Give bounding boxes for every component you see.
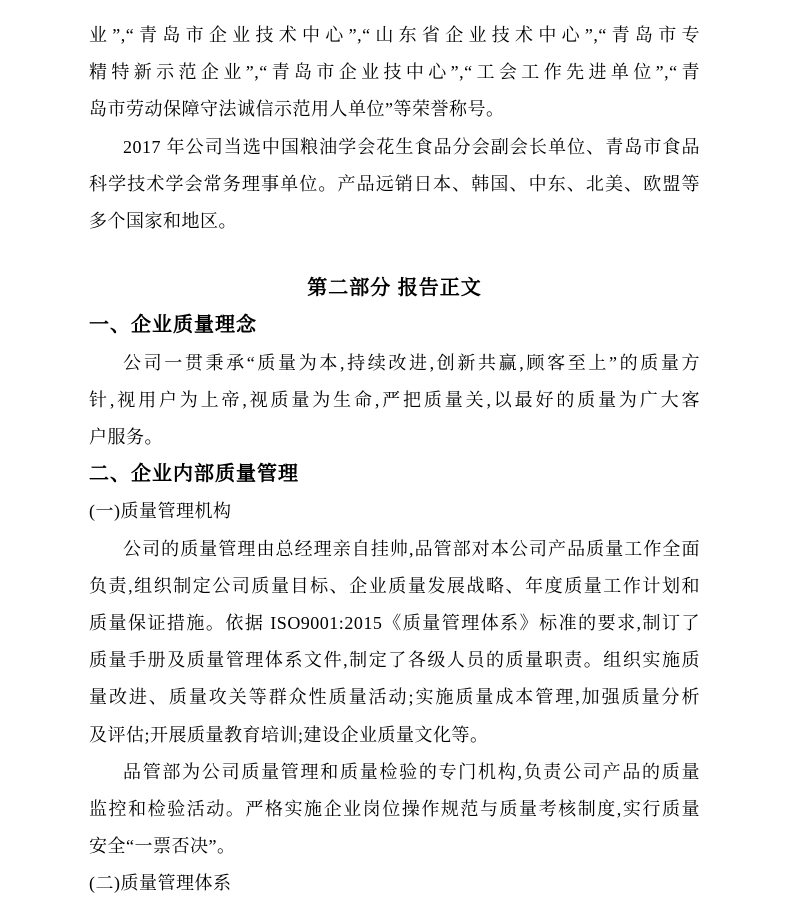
heading-internal-quality: 二、企业内部质量管理 [89, 463, 299, 486]
subheading-quality-system: (二)质量管理体系 [89, 873, 232, 894]
paragraph-line: 公司的质量管理由总经理亲自挂帅,品管部对本公司产品质量工作全面 [123, 538, 700, 559]
paragraph-line: 公司一贯秉承“质量为本,持续改进,创新共赢,顾客至上”的质量方 [123, 352, 700, 373]
paragraph-line: 2017 年公司当选中国粮油学会花生食品分会副会长单位、青岛市食品 [123, 136, 700, 157]
paragraph-line: 业”,“青岛市企业技术中心”,“山东省企业技术中心”,“青岛市专 [89, 25, 700, 45]
paragraph-line: 监控和检验活动。严格实施企业岗位操作规范与质量考核制度,实行质量 [89, 799, 700, 820]
subheading-quality-org: (一)质量管理机构 [89, 501, 232, 522]
paragraph-line: 品管部为公司质量管理和质量检验的专门机构,负责公司产品的质量 [123, 761, 700, 782]
section-title: 第二部分 报告正文 [307, 277, 482, 300]
paragraph-line: 负责,组织制定公司质量目标、企业质量发展战略、年度质量工作计划和 [89, 575, 700, 596]
paragraph-line: 质量保证措施。依据 ISO9001:2015《质量管理体系》标准的要求,制订了 [89, 613, 700, 634]
paragraph-line: 精特新示范企业”,“青岛市企业技中心”,“工会工作先进单位”,“青 [89, 62, 700, 83]
paragraph-line: 针,视用户为上帝,视质量为生命,严把质量关,以最好的质量为广大客 [89, 389, 700, 410]
paragraph-line: 多个国家和地区。 [89, 211, 237, 232]
paragraph-line: 及评估;开展质量教育培训;建设企业质量文化等。 [89, 724, 489, 745]
paragraph-line: 安全“一票否决”。 [89, 836, 236, 857]
paragraph-line: 量改进、质量攻关等群众性质量活动;实施质量成本管理,加强质量分析 [89, 687, 700, 708]
paragraph-line: 户服务。 [89, 427, 163, 448]
paragraph-line: 科学技术学会常务理事单位。产品远销日本、韩国、中东、北美、欧盟等 [89, 173, 700, 194]
paragraph-line: 岛市劳动保障守法诚信示范用人单位”等荣誉称号。 [89, 99, 505, 120]
heading-quality-philosophy: 一、企业质量理念 [89, 314, 257, 337]
paragraph-line: 质量手册及质量管理体系文件,制定了各级人员的质量职责。组织实施质 [89, 650, 700, 671]
